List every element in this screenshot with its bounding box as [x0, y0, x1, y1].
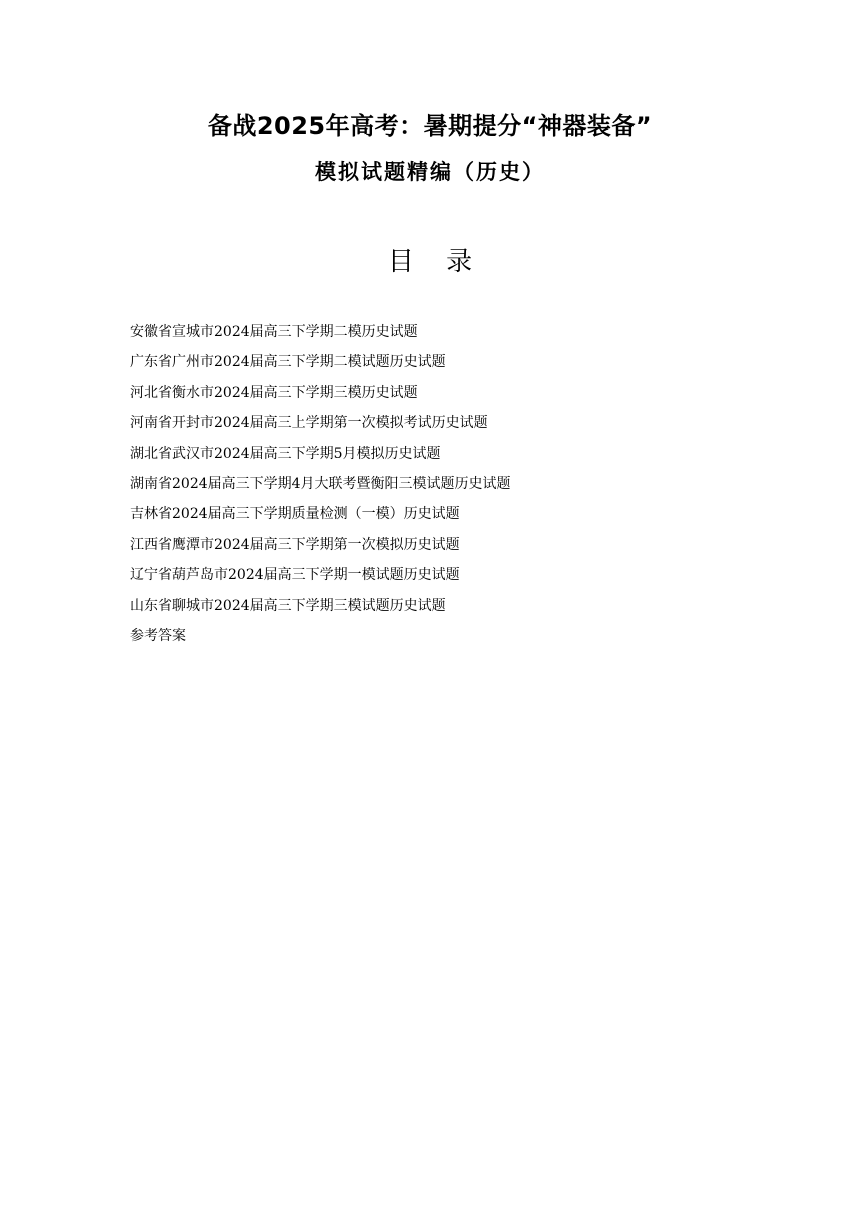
toc-item[interactable]: 山东省聊城市2024届高三下学期三模试题历史试题	[130, 597, 446, 614]
toc-item-answers[interactable]: 参考答案	[130, 627, 186, 644]
document-title: 备战2025年高考：暑期提分“神器装备”	[207, 112, 653, 140]
toc-item[interactable]: 吉林省2024届高三下学期质量检测（一模）历史试题	[130, 506, 460, 523]
toc-list	[130, 317, 511, 651]
toc-item[interactable]: 安徽省宣城市2024届高三下学期二模历史试题	[130, 324, 418, 340]
toc-item[interactable]: 辽宁省葫芦岛市2024届高三下学期一模试题历史试题	[130, 567, 460, 584]
toc-item[interactable]: 河北省衡水市2024届高三下学期三模历史试题	[130, 384, 418, 401]
toc-item[interactable]: 广东省广州市2024届高三下学期二模试题历史试题	[130, 354, 446, 371]
toc-item[interactable]: 湖南省2024届高三下学期4月大联考暨衡阳三模试题历史试题	[130, 475, 511, 492]
toc-heading: 目 录	[387, 247, 485, 277]
toc-item[interactable]: 河南省开封市2024届高三上学期第一次模拟考试历史试题	[130, 415, 488, 432]
toc-item[interactable]: 湖北省武汉市2024届高三下学期5月模拟历史试题	[130, 445, 441, 462]
toc-item[interactable]: 江西省鹰潭市2024届高三下学期第一次模拟历史试题	[130, 536, 460, 553]
document-subtitle: 模拟试题精编（历史）	[315, 159, 545, 184]
